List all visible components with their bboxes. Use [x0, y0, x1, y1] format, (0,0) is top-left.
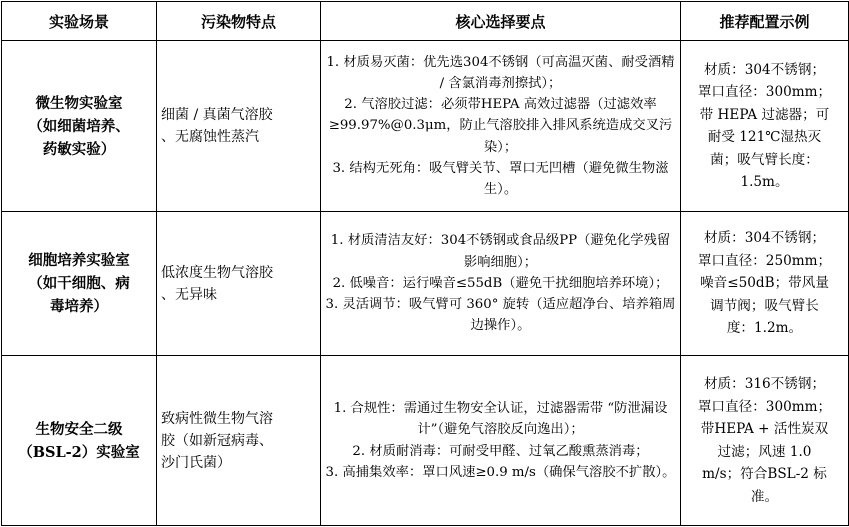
core-point: 3. 高捕集效率：罩口风速≥0.9 m/s（确保气溶胶不扩散）。 — [325, 464, 676, 480]
config-line: 准。 — [750, 488, 779, 505]
pollutant-cell — [157, 41, 321, 212]
core-points-cell — [321, 41, 681, 212]
scene-line: 生物安全二级 — [35, 420, 123, 438]
core-point: 2. 低噪音：运行噪音≤55dB（避免干扰细胞培养环境）； — [332, 275, 669, 291]
config-cell — [681, 356, 849, 526]
header-config: 推荐配置示例 — [681, 2, 849, 41]
core-point: 1. 材质易灭菌：优先选304不锈钢（可高温灭菌、耐受酒精 / 含氯消毒剂擦拭）； — [326, 54, 675, 91]
scene-cell — [2, 212, 157, 356]
config-line: 噪音≤50dB；带风量 — [700, 275, 829, 292]
table-row — [2, 356, 849, 526]
scene-cell — [2, 41, 157, 212]
scene-line: 药敏实验） — [42, 140, 116, 158]
scene-line: （如细菌培养、 — [28, 117, 130, 135]
config-line: 1.5m。 — [740, 174, 789, 190]
scene-line: （如干细胞、病 — [28, 275, 130, 292]
scene-cell — [2, 356, 157, 526]
core-point: 2. 材质耐消毒：可耐受甲醛、过氧乙酸熏蒸消毒； — [352, 443, 649, 459]
config-line: 带HEPA + 活性炭双 — [700, 421, 829, 437]
config-line: 菌；吸气臂长度： — [710, 151, 819, 168]
pollutant-cell — [157, 356, 321, 526]
core-point: 3. 灵活调节：吸气臂可 360° 旋转（适应超净台、培养箱周边操作）。 — [325, 297, 676, 334]
config-line: 罩口直径：300mm； — [697, 84, 832, 100]
header-pollutant: 污染物特点 — [157, 2, 321, 41]
lab-equipment-table — [1, 1, 849, 526]
config-line: 过滤；风速 1.0 — [717, 443, 812, 460]
table-row — [2, 212, 849, 356]
scene-line: 毒培养） — [50, 298, 108, 315]
scene-line: 细胞培养实验室 — [28, 252, 130, 269]
pollutant-cell — [157, 212, 321, 356]
config-line: 耐受 121℃湿热灭 — [707, 129, 822, 145]
config-line: 罩口直径：250mm； — [697, 252, 832, 269]
core-points-cell — [321, 212, 681, 356]
config-line: 调节阀；吸气臂长 — [710, 297, 819, 314]
header-core-points: 核心选择要点 — [321, 2, 681, 41]
config-line: 度：1.2m。 — [726, 320, 803, 337]
pollutant-line: 低浓度生物气溶胶 — [161, 264, 273, 281]
pollutant-line: 、无腐蚀性蒸汽 — [161, 129, 259, 145]
header-row — [2, 2, 849, 41]
scene-line: （BSL-2）实验室 — [18, 443, 140, 461]
core-points-cell — [321, 356, 681, 526]
core-point: 3. 结构无死角：吸气臂关节、罩口无凹槽（避免微生物滋生）。 — [332, 160, 669, 197]
pollutant-line: 沙门氏菌） — [161, 454, 231, 471]
config-line: m/s；符合BSL-2 标 — [702, 466, 827, 482]
pollutant-line: 致病性微生物气溶 — [161, 410, 273, 427]
config-line: 材质：304不锈钢； — [703, 61, 826, 78]
pollutant-line: 、无异味 — [161, 286, 217, 303]
core-point: 2. 气溶胶过滤：必须带HEPA 高效过滤器（过滤效率≥99.97%@0.3μm，防止气溶胶排入排风系统造成交叉污染）； — [328, 97, 673, 155]
pollutant-line: 胶（如新冠病毒、 — [161, 432, 273, 449]
config-cell — [681, 212, 849, 356]
core-point: 1. 合规性：需通过生物安全认证，过滤器需带 “防泄漏设计”（避免气溶胶反向逸出）； — [333, 401, 668, 438]
config-line: 带 HEPA 过滤器；可 — [699, 106, 830, 123]
config-line: 材质：316不锈钢； — [703, 376, 826, 392]
pollutant-line: 细菌 / 真菌气溶胶 — [161, 107, 273, 123]
scene-line: 微生物实验室 — [35, 94, 123, 112]
core-point: 1. 材质清洁友好：304不锈钢或食品级PP（避免化学残留影响细胞）； — [330, 233, 671, 270]
config-line: 材质：304不锈钢； — [703, 230, 826, 247]
header-scene: 实验场景 — [2, 2, 157, 41]
config-cell — [681, 41, 849, 212]
config-line: 罩口直径：300mm； — [697, 398, 832, 415]
table-row — [2, 41, 849, 212]
